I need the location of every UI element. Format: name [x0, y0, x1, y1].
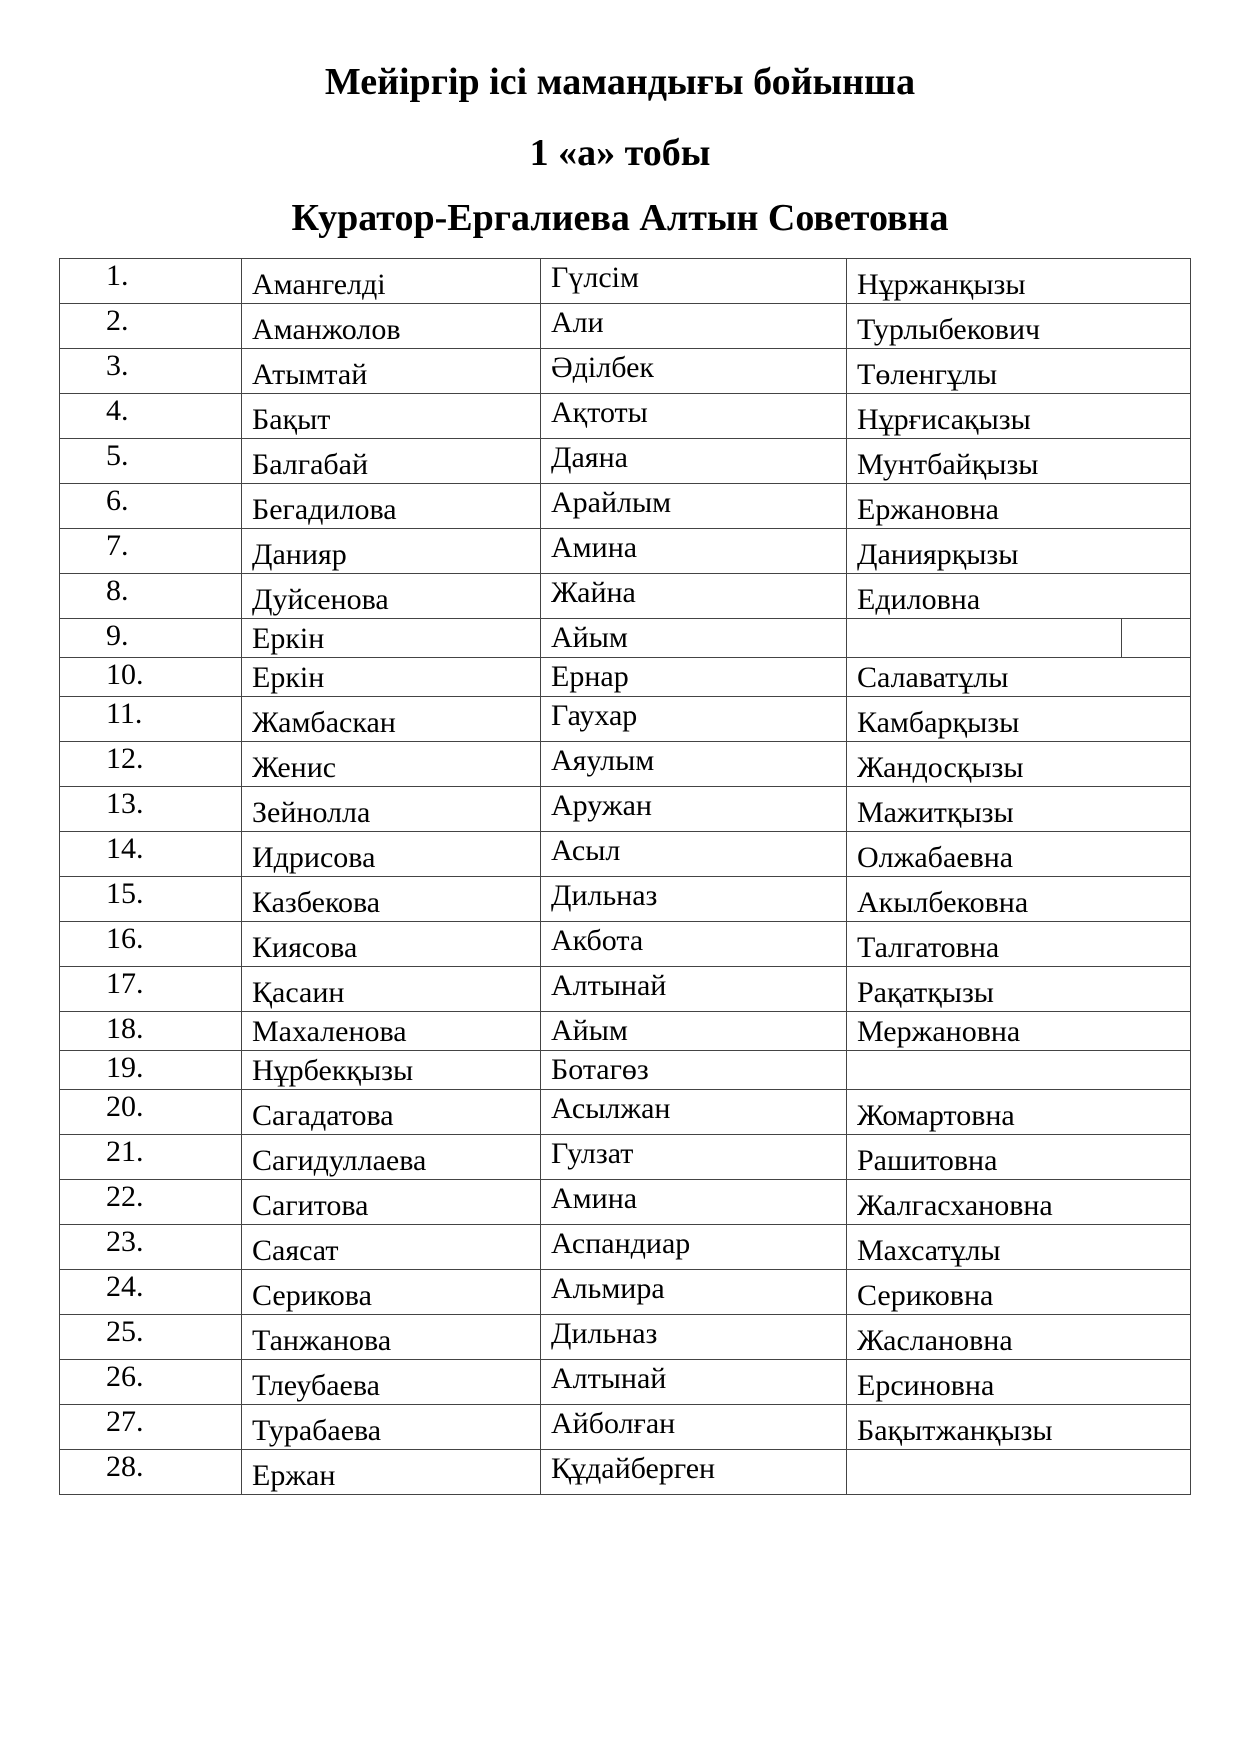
- patronymic-cell: [847, 877, 1191, 922]
- patronymic-cell: [847, 1405, 1191, 1450]
- row-number: [60, 1090, 242, 1135]
- first-name-cell-text: Құдайберген: [551, 1452, 716, 1485]
- patronymic-cell-text: Ерсиновна: [857, 1369, 995, 1402]
- patronymic-cell-text: Жандосқызы: [857, 751, 1024, 784]
- row-number-text: 28.: [106, 1450, 144, 1483]
- patronymic-cell: [847, 1225, 1191, 1270]
- patronymic-cell: [847, 304, 1191, 349]
- last-name-cell-text: Турабаева: [252, 1414, 382, 1447]
- first-name-cell: [541, 1315, 847, 1360]
- first-name-cell: [541, 787, 847, 832]
- first-name-cell: [541, 832, 847, 877]
- patronymic-cell: [847, 832, 1191, 877]
- first-name-cell-text: Алтынай: [551, 969, 667, 1002]
- row-number: [60, 1051, 242, 1090]
- patronymic-cell: [847, 658, 1191, 697]
- patronymic-cell: [847, 394, 1191, 439]
- row-number-text: 9.: [106, 619, 129, 652]
- last-name-cell: [242, 394, 541, 439]
- row-number: [60, 394, 242, 439]
- row-number: [60, 1270, 242, 1315]
- first-name-cell: [541, 484, 847, 529]
- last-name-cell-text: Атымтай: [252, 358, 368, 391]
- patronymic-cell: [847, 1450, 1191, 1495]
- first-name-cell: [541, 697, 847, 742]
- row-number: [60, 832, 242, 877]
- patronymic-cell: [847, 1180, 1191, 1225]
- first-name-cell-text: Асыл: [551, 834, 621, 867]
- first-name-cell-text: Дильназ: [551, 879, 658, 912]
- first-name-cell: [541, 922, 847, 967]
- patronymic-cell: [847, 574, 1191, 619]
- last-name-cell: [242, 1051, 541, 1090]
- patronymic-cell: [847, 1315, 1191, 1360]
- row-number: [60, 439, 242, 484]
- patronymic-cell: [847, 529, 1191, 574]
- last-name-cell-text: Саясат: [252, 1234, 339, 1267]
- patronymic-cell: [847, 1135, 1191, 1180]
- last-name-cell-text: Еркін: [252, 661, 325, 694]
- last-name-cell-text: Тлеубаева: [252, 1369, 380, 1402]
- row-number-text: 24.: [106, 1270, 144, 1303]
- last-name-cell: [242, 259, 541, 304]
- first-name-cell-text: Акбота: [551, 924, 644, 957]
- table-row: [60, 832, 1191, 877]
- last-name-cell-text: Казбекова: [252, 886, 381, 919]
- row-number: [60, 742, 242, 787]
- table-row: [60, 349, 1191, 394]
- row-number: [60, 574, 242, 619]
- last-name-cell-text: Амангелді: [252, 268, 386, 301]
- last-name-cell-text: Серикова: [252, 1279, 372, 1312]
- first-name-cell-text: Ақтоты: [551, 396, 648, 429]
- row-number-text: 4.: [106, 394, 129, 427]
- patronymic-cell-text: Бақытжанқызы: [857, 1414, 1053, 1447]
- first-name-cell: [541, 877, 847, 922]
- row-number-text: 17.: [106, 967, 144, 1000]
- row-number-text: 25.: [106, 1315, 144, 1348]
- row-number-text: 22.: [106, 1180, 144, 1213]
- last-name-cell-text: Киясова: [252, 931, 358, 964]
- table-row: [60, 1180, 1191, 1225]
- row-number: [60, 1405, 242, 1450]
- first-name-cell-text: Аяулым: [551, 744, 655, 777]
- row-number: [60, 877, 242, 922]
- row-number-text: 20.: [106, 1090, 144, 1123]
- first-name-cell-text: Арайлым: [551, 486, 672, 519]
- last-name-cell: [242, 1135, 541, 1180]
- row-number-text: 5.: [106, 439, 129, 472]
- last-name-cell-text: Сагидуллаева: [252, 1144, 427, 1177]
- patronymic-cell-text: Камбарқызы: [857, 706, 1020, 739]
- first-name-cell-text: Гулзат: [551, 1137, 634, 1170]
- patronymic-cell-text: Олжабаевна: [857, 841, 1014, 874]
- patronymic-cell: [847, 697, 1191, 742]
- last-name-cell-text: Қасаин: [252, 976, 345, 1009]
- table-row: [60, 1315, 1191, 1360]
- last-name-cell: [242, 304, 541, 349]
- table-row: [60, 1090, 1191, 1135]
- row-number: [60, 1450, 242, 1495]
- row-number-text: 16.: [106, 922, 144, 955]
- row-number: [60, 697, 242, 742]
- patronymic-cell-text: Төленгұлы: [857, 358, 998, 391]
- last-name-cell-text: Еркін: [252, 622, 325, 655]
- row-number-text: 26.: [106, 1360, 144, 1393]
- patronymic-cell-text: Жомартовна: [857, 1099, 1015, 1132]
- first-name-cell: [541, 967, 847, 1012]
- row-number-text: 2.: [106, 304, 129, 337]
- first-name-cell-text: Жайна: [551, 576, 636, 609]
- row-number: [60, 967, 242, 1012]
- first-name-cell-text: Айболған: [551, 1407, 676, 1440]
- table-row: [60, 1135, 1191, 1180]
- patronymic-cell-text: Рашитовна: [857, 1144, 998, 1177]
- last-name-cell: [242, 1315, 541, 1360]
- row-number-text: 19.: [106, 1051, 144, 1084]
- table-row: [60, 1450, 1191, 1495]
- table-row: [60, 697, 1191, 742]
- last-name-cell: [242, 529, 541, 574]
- patronymic-cell: [847, 1090, 1191, 1135]
- last-name-cell-text: Жамбаскан: [252, 706, 396, 739]
- first-name-cell: [541, 1270, 847, 1315]
- patronymic-cell-text: Турлыбекович: [857, 313, 1041, 346]
- first-name-cell: [541, 304, 847, 349]
- last-name-cell: [242, 832, 541, 877]
- table-row: [60, 658, 1191, 697]
- first-name-cell: [541, 394, 847, 439]
- first-name-cell: [541, 742, 847, 787]
- first-name-cell-text: Амина: [551, 1182, 638, 1215]
- row-number-text: 7.: [106, 529, 129, 562]
- row-number: [60, 529, 242, 574]
- first-name-cell-text: Гүлсім: [551, 261, 639, 294]
- patronymic-cell: [847, 439, 1191, 484]
- row-number: [60, 349, 242, 394]
- group-title: 1 «а» тобы: [529, 132, 711, 174]
- row-number-text: 6.: [106, 484, 129, 517]
- row-number-text: 10.: [106, 658, 144, 691]
- patronymic-cell-text: Нұрғисақызы: [857, 403, 1031, 436]
- student-roster-table: [59, 258, 1191, 1495]
- last-name-cell: [242, 349, 541, 394]
- last-name-cell: [242, 1012, 541, 1051]
- table-row: [60, 439, 1191, 484]
- patronymic-cell-text: Даниярқызы: [857, 538, 1019, 571]
- patronymic-cell-text: Махсатұлы: [857, 1234, 1001, 1267]
- last-name-cell: [242, 697, 541, 742]
- table-row: [60, 619, 1191, 658]
- row-number-text: 13.: [106, 787, 144, 820]
- last-name-cell: [242, 484, 541, 529]
- row-number: [60, 658, 242, 697]
- last-name-cell-text: Дуйсенова: [252, 583, 389, 616]
- last-name-cell: [242, 1090, 541, 1135]
- table-row: [60, 787, 1191, 832]
- row-number-text: 8.: [106, 574, 129, 607]
- first-name-cell: [541, 1051, 847, 1090]
- row-number: [60, 259, 242, 304]
- patronymic-cell-text: Талгатовна: [857, 931, 1000, 964]
- last-name-cell: [242, 967, 541, 1012]
- patronymic-cell-text: Мержановна: [857, 1015, 1021, 1048]
- last-name-cell-text: Сагадатова: [252, 1099, 394, 1132]
- cell-divider: [1121, 619, 1122, 657]
- row-number-text: 14.: [106, 832, 144, 865]
- row-number: [60, 1225, 242, 1270]
- last-name-cell: [242, 922, 541, 967]
- row-number-text: 3.: [106, 349, 129, 382]
- first-name-cell-text: Ернар: [551, 660, 629, 693]
- first-name-cell: [541, 1180, 847, 1225]
- patronymic-cell: [847, 1360, 1191, 1405]
- row-number: [60, 304, 242, 349]
- last-name-cell-text: Женис: [252, 751, 337, 784]
- row-number-text: 18.: [106, 1012, 144, 1045]
- last-name-cell-text: Бақыт: [252, 403, 331, 436]
- last-name-cell-text: Балгабай: [252, 448, 369, 481]
- table-row: [60, 484, 1191, 529]
- table-row: [60, 922, 1191, 967]
- first-name-cell-text: Али: [551, 306, 604, 339]
- patronymic-cell: [847, 742, 1191, 787]
- last-name-cell-text: Бегадилова: [252, 493, 397, 526]
- row-number-text: 11.: [106, 697, 143, 730]
- table-row: [60, 394, 1191, 439]
- row-number: [60, 1135, 242, 1180]
- patronymic-cell-text: Рақатқызы: [857, 976, 994, 1009]
- first-name-cell-text: Дильназ: [551, 1317, 658, 1350]
- row-number-text: 23.: [106, 1225, 144, 1258]
- patronymic-cell-text: Ержановна: [857, 493, 999, 526]
- patronymic-cell-text: Сериковна: [857, 1279, 994, 1312]
- patronymic-cell: [847, 1270, 1191, 1315]
- row-number-text: 15.: [106, 877, 144, 910]
- document-title: Мейіргір ісі мамандығы бойынша: [324, 61, 916, 103]
- row-number-text: 12.: [106, 742, 144, 775]
- first-name-cell-text: Амина: [551, 531, 638, 564]
- last-name-cell-text: Идрисова: [252, 841, 376, 874]
- curator-line: Куратор-Ергалиева Алтын Советовна: [291, 197, 949, 239]
- row-number-text: 21.: [106, 1135, 144, 1168]
- row-number-text: 1.: [106, 259, 129, 292]
- patronymic-cell-text: Нұржанқызы: [857, 268, 1026, 301]
- row-number: [60, 1360, 242, 1405]
- table-row: [60, 877, 1191, 922]
- first-name-cell-text: Ботагөз: [551, 1053, 649, 1086]
- last-name-cell-text: Танжанова: [252, 1324, 392, 1357]
- table-row: [60, 1360, 1191, 1405]
- last-name-cell: [242, 1405, 541, 1450]
- table-row: [60, 1270, 1191, 1315]
- row-number: [60, 1012, 242, 1051]
- first-name-cell: [541, 1090, 847, 1135]
- roster-body: [60, 259, 1191, 1495]
- patronymic-cell: [847, 1012, 1191, 1051]
- last-name-cell: [242, 742, 541, 787]
- first-name-cell: [541, 349, 847, 394]
- first-name-cell-text: Айым: [551, 1014, 628, 1047]
- first-name-cell-text: Алтынай: [551, 1362, 667, 1395]
- row-number-text: 27.: [106, 1405, 144, 1438]
- last-name-cell: [242, 439, 541, 484]
- patronymic-cell-text: Едиловна: [857, 583, 981, 616]
- first-name-cell: [541, 1405, 847, 1450]
- patronymic-cell: [847, 259, 1191, 304]
- first-name-cell: [541, 259, 847, 304]
- last-name-cell: [242, 1450, 541, 1495]
- last-name-cell: [242, 1225, 541, 1270]
- patronymic-cell: [847, 619, 1191, 658]
- table-row: [60, 529, 1191, 574]
- first-name-cell: [541, 574, 847, 619]
- patronymic-cell: [847, 922, 1191, 967]
- first-name-cell: [541, 1450, 847, 1495]
- table-row: [60, 1012, 1191, 1051]
- table-row: [60, 1225, 1191, 1270]
- first-name-cell: [541, 1012, 847, 1051]
- patronymic-cell-text: Жалгасхановна: [857, 1189, 1053, 1222]
- first-name-cell: [541, 1225, 847, 1270]
- table-row: [60, 304, 1191, 349]
- row-number: [60, 484, 242, 529]
- first-name-cell-text: Айым: [551, 621, 628, 654]
- last-name-cell-text: Ержан: [252, 1459, 336, 1492]
- table-row: [60, 742, 1191, 787]
- patronymic-cell-text: Акылбековна: [857, 886, 1029, 919]
- table-row: [60, 259, 1191, 304]
- patronymic-cell: [847, 967, 1191, 1012]
- patronymic-cell-text: Салаватұлы: [857, 661, 1009, 694]
- first-name-cell: [541, 658, 847, 697]
- patronymic-cell-text: Мажитқызы: [857, 796, 1014, 829]
- last-name-cell-text: Сагитова: [252, 1189, 369, 1222]
- last-name-cell: [242, 787, 541, 832]
- last-name-cell: [242, 574, 541, 619]
- last-name-cell-text: Зейнолла: [252, 796, 371, 829]
- row-number: [60, 1180, 242, 1225]
- patronymic-cell: [847, 787, 1191, 832]
- first-name-cell-text: Әділбек: [551, 351, 654, 384]
- last-name-cell-text: Данияр: [252, 538, 347, 571]
- first-name-cell-text: Гаухар: [551, 699, 638, 732]
- first-name-cell: [541, 439, 847, 484]
- last-name-cell: [242, 877, 541, 922]
- row-number: [60, 922, 242, 967]
- last-name-cell-text: Нұрбекқызы: [252, 1054, 414, 1087]
- row-number: [60, 1315, 242, 1360]
- first-name-cell: [541, 1360, 847, 1405]
- first-name-cell-text: Асылжан: [551, 1092, 671, 1125]
- last-name-cell: [242, 1270, 541, 1315]
- patronymic-cell-text: Жаслановна: [857, 1324, 1013, 1357]
- patronymic-cell: [847, 1051, 1191, 1090]
- row-number: [60, 787, 242, 832]
- row-number: [60, 619, 242, 658]
- table-row: [60, 1405, 1191, 1450]
- first-name-cell-text: Даяна: [551, 441, 628, 474]
- first-name-cell: [541, 529, 847, 574]
- patronymic-cell: [847, 484, 1191, 529]
- table-row: [60, 967, 1191, 1012]
- last-name-cell: [242, 1360, 541, 1405]
- first-name-cell-text: Альмира: [551, 1272, 665, 1305]
- last-name-cell: [242, 1180, 541, 1225]
- patronymic-cell-text: Мунтбайқызы: [857, 448, 1039, 481]
- first-name-cell: [541, 1135, 847, 1180]
- first-name-cell-text: Аружан: [551, 789, 652, 822]
- patronymic-cell: [847, 349, 1191, 394]
- last-name-cell-text: Махаленова: [252, 1015, 407, 1048]
- last-name-cell: [242, 658, 541, 697]
- table-row: [60, 574, 1191, 619]
- last-name-cell-text: Аманжолов: [252, 313, 401, 346]
- table-row: [60, 1051, 1191, 1090]
- last-name-cell: [242, 619, 541, 658]
- first-name-cell-text: Аспандиар: [551, 1227, 691, 1260]
- first-name-cell: [541, 619, 847, 658]
